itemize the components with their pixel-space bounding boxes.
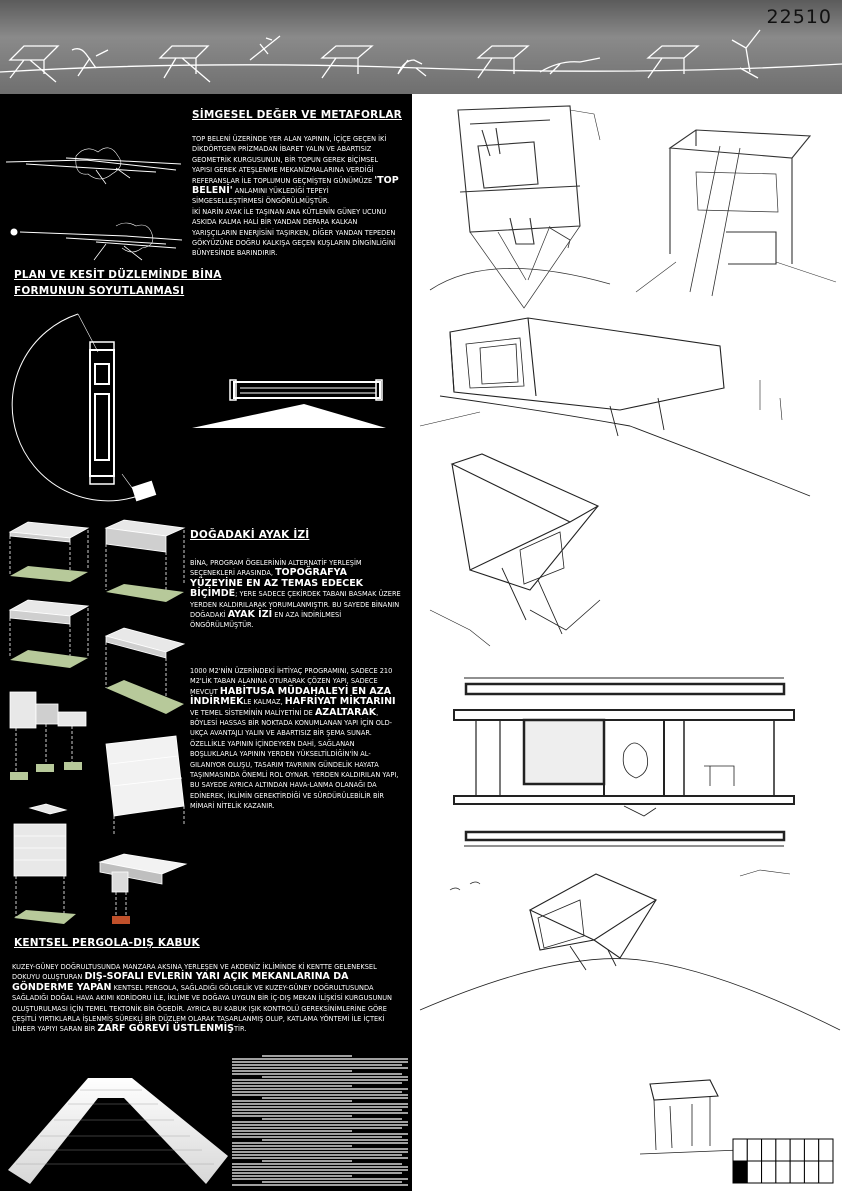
banner-ski-jumper-sketch — [250, 36, 280, 60]
pergola-strong-zarf: ZARF GÖREVİ ÜSTLENMİŞ — [97, 1023, 234, 1035]
cannon-sketch-2 — [6, 218, 186, 268]
massing-option-2 — [106, 520, 184, 602]
banner-building-sketch-2 — [160, 46, 210, 82]
banner-bird-sketch — [732, 30, 760, 78]
sketch-section-drawing — [454, 656, 794, 852]
footprint-b4: , BÖYLESİ HASSAS BİR NOKTADA KONUMLANAN YAPI İÇİN OLD-UKÇA AVANTAJLI YALIN VE ABARTISIZ BİR ŞEMA SUNAR. ÖZELLİKLE YAPININ İÇİNDEYKEN DAHİ, SAĞLANAN BOŞLUKLARLA YAPININ YERDEN YÜKSELTİLDİĞİN'İN AL-GILANIYOR OLUŞU, TASARIM TAVRININ GÜNDELİK HAYATA TAŞINMASINDA ÖNEMLİ ROL OYNAR. YERDEN KALDIRILAN YAPI, BU SAYEDE AYRICA ALTINDAN HAVA-LANMA OLANAĞI DA EDİNEREK, İKLİMİN GEREKTİRDİĞİ VE SÜRDÜRÜLEBİLİR BİR MİMARİ NİTELİK KAZANIR. — [190, 708, 399, 811]
cannon-sketch-1 — [6, 140, 186, 190]
footprint-a2: ; YERE SADECE ÇEKİRDEK TABANI BASMAK ÜZERE YERDEN KALDIRILARAK YORUMLANMIŞTIR. BU SAYEDE BİNANIN DOĞADAKİ — [190, 590, 401, 620]
project-number: 22510 — [766, 6, 832, 28]
footprint-paragraph-1 — [190, 558, 402, 631]
sheet-index-active-cell — [733, 1161, 747, 1183]
pergola-c2: KENTSEL PERGOLA, SAĞLADIĞI GÖLGELİK VE KUZEY-GÜNEY DOĞRULTUSUNDA SAĞLADIĞI DOĞAL HAVA AKIMI KORİDORU İLE, İKLİME VE DOĞAYA UYGUN BİR İÇ-DIŞ MEKAN İLİŞKİSİ KURGUSUNUN OLUŞTURULMASI İÇİN TEMEL TEKTONİK BİR ÖGEDİR. AYRICA BU KABUK IŞIK KONTROLÜ GEREKSİNİMLERİNE GÖRE ÇEŞİTLİ YIRTIKLARLA İŞLENMİŞ SÜREKLİ BİR DÜZLEM OLARAK TASARLANMIŞ OLUP, KATLAMA YÖNTEMİ İLE İÇTEKİ LİNEER YAPIYI SARAN BİR — [12, 983, 392, 1034]
footprint-b3: VE TEMEL SİSTEMİNİN MALİYETİNİ DE — [190, 708, 315, 717]
footprint-strong-ayakizi: AYAK İZİ — [227, 609, 273, 621]
massing-diagrams — [6, 518, 192, 930]
sheet-index-grid — [733, 1139, 833, 1183]
sketch-small-pavilion — [640, 1070, 740, 1160]
pergola-shell-render — [4, 1072, 232, 1188]
section-title-pergola: KENTSEL PERGOLA-DIŞ KABUK — [14, 937, 200, 949]
pergola-c1: KUZEY-GÜNEY DOĞRULTUSUNDA MANZARA AKSINA YERLEŞEN VE AKDENİZ İKLİMİNDE Kİ KENTTE GELENEKSEL DOKUYU OLUŞTURAN — [12, 963, 377, 982]
footprint-strong-hafriyat: HAFRİYAT MİKTARINI — [284, 696, 396, 708]
massing-option-4 — [106, 628, 184, 714]
symbolic-p1: TOP BELENİ ÜZERİNDE YER ALAN YAPININ, İÇİÇE GEÇEN İKİ DİKDÖRTGEN PRİZMADAN İBARET YALIN VE ABARTISIZ GEOMETRİK KURGUSUNUN, BİR TOPUN GEREK BİÇİMSEL YAPISI GEREK ATEŞLENME MEKANİZMALARINA VERDİĞİ REFERANSLAR İLE TOPLUMUN GEÇMİŞTEN GÜNÜMÜZE — [192, 135, 387, 185]
section-title-plan-1: PLAN VE KESİT DÜZLEMİNDE BİNA — [14, 269, 222, 281]
symbolic-p2: İKİ NARİN AYAK İLE TAŞINAN ANA KÜTLENİN GÜNEY UCUNU ASKIDA KALMA HALİ BİR YANDAN DEPARA KALKAN YARIŞÇILARIN ENERJİSİNİ TAŞIRKEN, DİĞER YANDAN TEPEDEN GÖKYÜZÜNE DOĞRU KALKIŞA GEÇEN KUŞLARIN DİNGİNLİĞİNİ BÜNYESİNDE BARINDIRIR. — [192, 207, 396, 258]
symbolic-top-beleni: 'TOP BELENİ' — [192, 174, 399, 197]
footprint-a3: EN AZA İNDİRİLMESİ ÖNGÖRÜLMÜŞTÜR. — [190, 611, 342, 630]
section-title-plan-2: FORMUNUN SOYUTLANMASI — [14, 285, 185, 297]
massing-option-5 — [10, 692, 86, 780]
massing-option-8 — [100, 854, 186, 924]
banner-sketches — [0, 0, 842, 94]
banner-runner-sketch-1 — [72, 49, 108, 76]
sketch-perspective-2 — [636, 112, 836, 302]
pergola-c3: TİR. — [234, 1025, 247, 1034]
banner-building-sketch-3 — [322, 46, 372, 78]
footprint-b2: LE KALMAZ, — [243, 698, 285, 707]
section-ground-triangle — [192, 404, 386, 428]
sketch-elevated-volume — [430, 450, 650, 650]
footprint-a1: BİNA, PROGRAM ÖGELERİNİN ALTERNATİF YERLEŞİM SEÇENEKLERİ ARASINDA, — [190, 559, 362, 578]
footprint-b1: 1000 M2'NİN ÜZERİNDEKİ İHTİYAÇ PROGRAMINI, SADECE 210 M2'LİK TABAN ALANINA OTURARAK ÇÖZEN YAPI, SADECE MEVCUT — [190, 667, 393, 696]
banner-building-sketch-1 — [10, 46, 58, 82]
section-abstraction-diagram — [190, 374, 400, 434]
massing-option-6 — [106, 736, 184, 834]
footprint-paragraph-2 — [190, 666, 402, 812]
sketch-hill-view — [420, 860, 840, 1070]
footprint-strong-topography: TOPOĞRAFYA YÜZEYİNE EN AZ TEMAS EDECEK BİÇİMDE — [190, 567, 364, 600]
section-title-symbolic: SİMGESEL DEĞER VE METAFORLAR — [192, 109, 402, 121]
footprint-strong-habitus: HABİTUSA MÜDAHALEYİ EN AZA İNDİRMEK — [190, 685, 392, 708]
massing-option-7 — [14, 804, 76, 924]
massing-option-1 — [10, 522, 88, 582]
pergola-elevation-stripes — [232, 1052, 408, 1188]
section-title-footprint: DOĞADAKİ AYAK İZİ — [190, 529, 310, 541]
footprint-strong-azaltarak: AZALTARAK — [314, 706, 377, 718]
sketch-perspective-1 — [430, 100, 610, 310]
symbolic-paragraph — [192, 134, 400, 259]
symbolic-p1-rest: ANLAMINI YÜKLEDİĞİ TEPEYİ SİMGESELLEŞTİRMESİ ÖNGÖRÜLMÜŞTÜR. — [192, 187, 330, 206]
plan-abstraction-diagram — [18, 308, 208, 508]
banner-building-sketch-5 — [648, 46, 698, 78]
banner-building-sketch-4 — [478, 46, 528, 78]
pergola-paragraph — [12, 962, 402, 1035]
massing-option-3 — [10, 600, 88, 668]
pergola-strong-sofali: DIŞ-SOFALI EVLERİN YARI AÇIK MEKANLARINA DA GÖNDERME YAPAN — [12, 971, 349, 993]
